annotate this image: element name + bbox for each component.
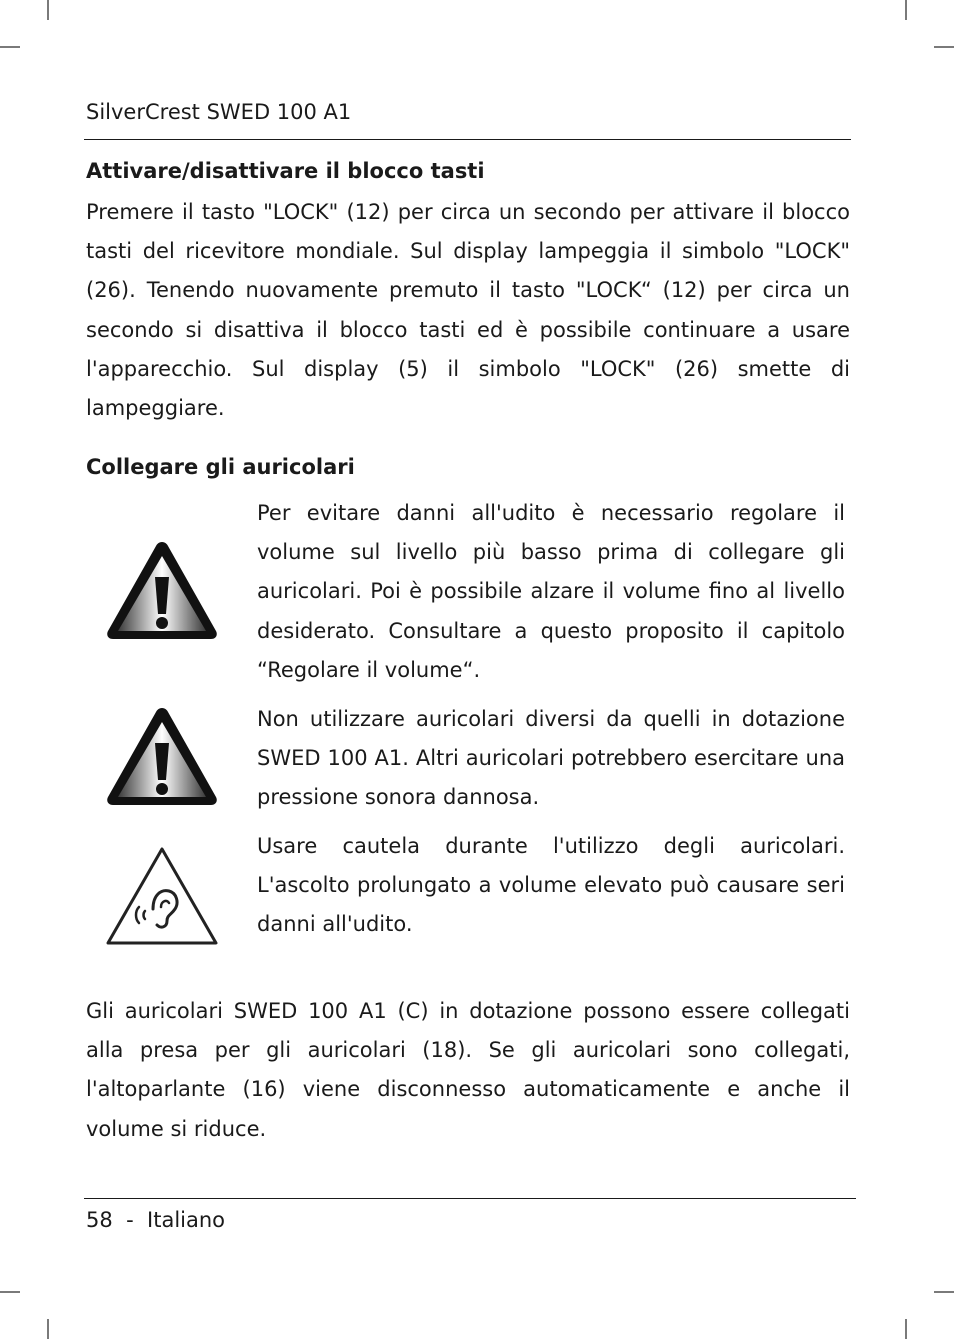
warning-text-volume: Per evitare danni all'udito è necessario regolare il volume sul livello più basso prima di collegare gli auricolari. Poi è possibile alzare il volume fino al livello desiderato. Consultare a questo proposito il capitolo “Regolare il volume“. bbox=[257, 501, 845, 682]
headphones-paragraph: Gli auricolari SWED 100 A1 (C) in dotazione possono essere collegati alla presa per gli auricolari (18). Se gli auricolari sono collegati, l'altoparlante (16) viene disconnesso automaticamente e anche il volume si riduce. bbox=[86, 999, 850, 1141]
keylock-paragraph: Premere il tasto "LOCK" (12) per circa un secondo per attivare il blocco tasti del ricevitore mondiale. Sul display lampeggia il simbolo "LOCK" (26). Tenendo nuovamente premuto il tasto "LOCK“ (12) per circa un secondo si disattiva il blocco tasti ed è possibile continuare a usare l'apparecchio. Sul display (5) il simbolo "LOCK" (26) smette di lampeggiare. bbox=[86, 200, 850, 421]
warning-triangle-icon bbox=[105, 539, 219, 641]
crop-mark bbox=[905, 0, 907, 20]
crop-mark bbox=[905, 1319, 907, 1339]
hearing-warning-icon bbox=[105, 845, 219, 947]
footer-language: Italiano bbox=[147, 1208, 226, 1232]
crop-mark bbox=[47, 0, 49, 20]
section-heading-headphones: Collegare gli auricolari bbox=[86, 455, 355, 479]
header-rule bbox=[84, 139, 851, 140]
warning-text-hearing: Usare cautela durante l'utilizzo degli auricolari. L'ascolto prolungato a volume elevato può causare seri danni all'udito. bbox=[257, 834, 845, 937]
warning-text-headphones: Non utilizzare auricolari diversi da quelli in dotazione SWED 100 A1. Altri auricolari potrebbero esercitare una pressione sonora dannosa. bbox=[257, 707, 845, 810]
crop-mark bbox=[47, 1319, 49, 1339]
footer-separator: - bbox=[126, 1208, 134, 1232]
page-number: 58 bbox=[86, 1208, 113, 1232]
crop-mark bbox=[0, 46, 20, 48]
crop-mark bbox=[934, 46, 954, 48]
page-footer bbox=[86, 1208, 225, 1232]
crop-mark bbox=[934, 1291, 954, 1293]
page-header-title: SilverCrest SWED 100 A1 bbox=[86, 100, 352, 124]
section-heading-keylock: Attivare/disattivare il blocco tasti bbox=[86, 159, 485, 183]
footer-rule bbox=[84, 1198, 856, 1199]
warning-triangle-icon bbox=[105, 705, 219, 807]
crop-mark bbox=[0, 1291, 20, 1293]
